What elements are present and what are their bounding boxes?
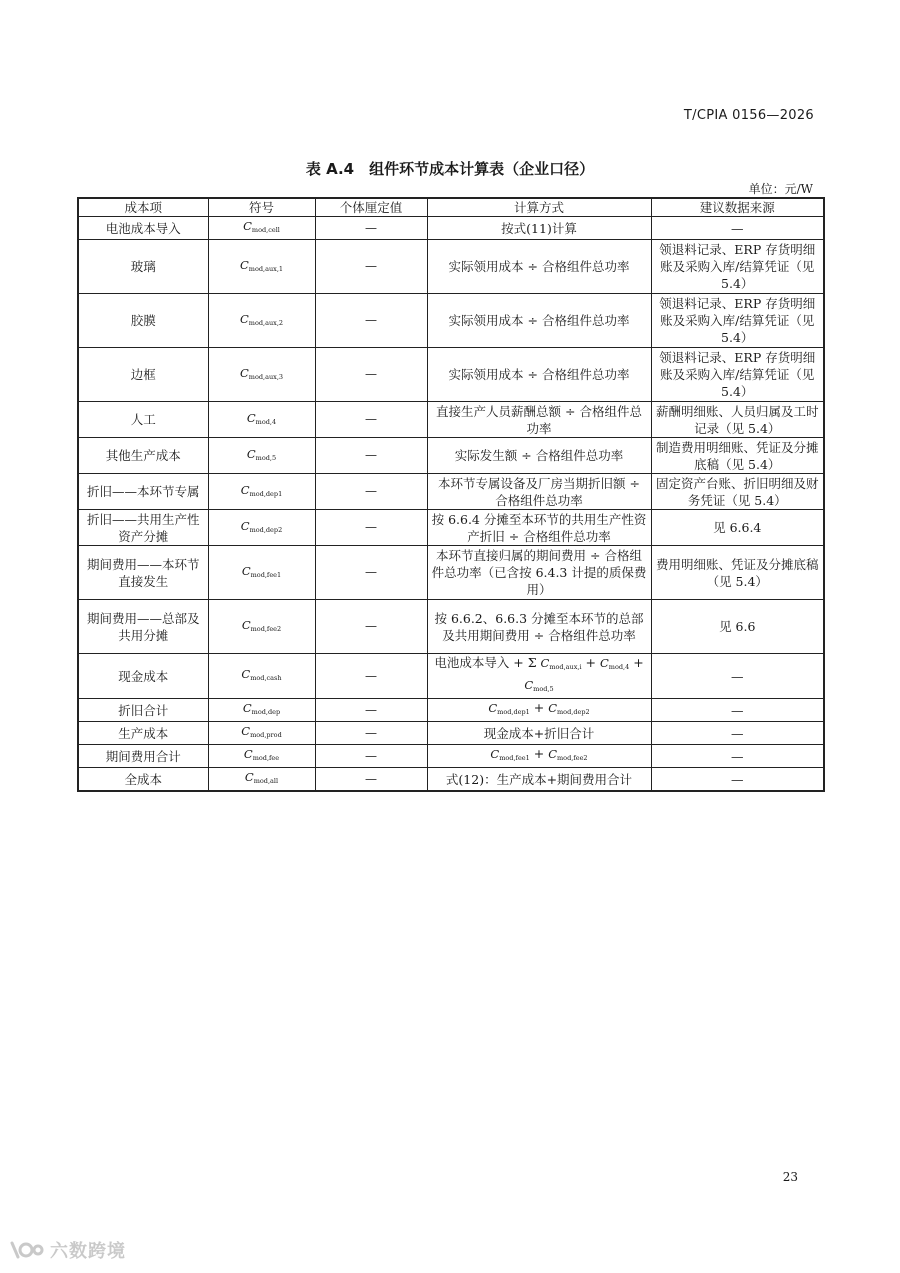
symbol-subscript: mod,cash <box>250 674 282 682</box>
symbol-main: C <box>246 446 256 461</box>
cost-item: 胶膜 <box>78 294 208 348</box>
symbol-subscript: mod,4 <box>255 417 277 426</box>
symbol-subscript: mod,fee1 <box>250 570 282 579</box>
symbol-main: C <box>240 518 250 533</box>
symbol-subscript: mod,prod <box>250 731 282 739</box>
symbol-subscript: mod,aux,2 <box>248 318 284 327</box>
table-row <box>78 294 824 348</box>
table-row <box>78 402 824 438</box>
symbol-subscript: mod,aux,i <box>549 663 582 671</box>
individual-value: — <box>315 600 427 654</box>
cost-item: 折旧——本环节专属 <box>78 474 208 510</box>
data-source: 固定资产台账、折旧明细及财务凭证（见 5.4） <box>651 474 824 510</box>
symbol-main: C <box>239 257 249 272</box>
cost-symbol <box>245 770 278 784</box>
calc-method: 实际领用成本 ÷ 合格组件总功率 <box>427 240 651 294</box>
symbol-main: C <box>241 667 251 681</box>
individual-value: — <box>315 217 427 240</box>
table-row <box>78 600 824 654</box>
symbol-main: C <box>243 747 253 761</box>
symbol-main: C <box>524 678 534 692</box>
cost-item: 生产成本 <box>78 722 208 745</box>
symbol-cell <box>208 745 315 768</box>
symbol-cell <box>208 402 315 438</box>
data-source: — <box>651 722 824 745</box>
symbol-main: C <box>240 482 250 497</box>
table-row <box>78 240 824 294</box>
brand-logo-icon <box>8 1239 44 1261</box>
cost-symbol <box>240 258 283 272</box>
symbol-subscript: mod,fee1 <box>499 754 530 762</box>
cost-symbol <box>488 701 529 715</box>
cost-symbol <box>241 483 282 497</box>
column-header: 个体厘定值 <box>315 198 427 217</box>
symbol-main: C <box>239 365 249 380</box>
table-row <box>78 546 824 600</box>
symbol-cell <box>208 474 315 510</box>
cost-item: 人工 <box>78 402 208 438</box>
cost-item: 现金成本 <box>78 654 208 699</box>
standard-code: T/CPIA 0156—2026 <box>683 108 814 123</box>
calc-method: 实际发生额 ÷ 合格组件总功率 <box>427 438 651 474</box>
symbol-main: C <box>239 311 249 326</box>
cost-symbol <box>240 312 283 326</box>
calc-method: 直接生产人员薪酬总额 ÷ 合格组件总功率 <box>427 402 651 438</box>
cost-symbol <box>242 618 281 632</box>
data-source: — <box>651 768 824 792</box>
individual-value: — <box>315 438 427 474</box>
individual-value: — <box>315 546 427 600</box>
table-title: 表 A.4 组件环节成本计算表（企业口径） <box>305 160 595 178</box>
table-row <box>78 474 824 510</box>
symbol-subscript: mod,dep2 <box>557 708 590 716</box>
individual-value: — <box>315 348 427 402</box>
method-operator: + <box>629 655 644 670</box>
symbol-subscript: mod,dep <box>251 708 281 716</box>
data-source: 制造费用明细账、凭证及分摊底稿（见 5.4） <box>651 438 824 474</box>
symbol-main: C <box>241 724 251 738</box>
symbol-main: C <box>241 563 251 578</box>
calc-method: 按 6.6.4 分摊至本环节的共用生产性资产折旧 ÷ 合格组件总功率 <box>427 510 651 546</box>
column-header: 建议数据来源 <box>651 198 824 217</box>
symbol-cell <box>208 240 315 294</box>
data-source: 领退料记录、ERP 存货明细账及采购入库/结算凭证（见 5.4） <box>651 240 824 294</box>
cost-symbol <box>541 656 582 670</box>
column-header: 成本项 <box>78 198 208 217</box>
cost-symbol <box>490 747 529 761</box>
calc-method: 现金成本+折旧合计 <box>427 722 651 745</box>
symbol-cell <box>208 768 315 792</box>
data-source: — <box>651 217 824 240</box>
symbol-subscript: mod,aux,3 <box>248 372 284 381</box>
cost-item: 玻璃 <box>78 240 208 294</box>
method-operator: + <box>581 655 600 670</box>
symbol-main: C <box>242 701 252 715</box>
cost-symbol <box>244 747 279 761</box>
calc-method: 本环节直接归属的期间费用 ÷ 合格组件总功率（已含按 6.4.3 计提的质保费用） <box>427 546 651 600</box>
column-header: 符号 <box>208 198 315 217</box>
symbol-cell <box>208 600 315 654</box>
symbol-main: C <box>548 701 558 715</box>
symbol-subscript: mod,cell <box>251 226 280 234</box>
data-source: 领退料记录、ERP 存货明细账及采购入库/结算凭证（见 5.4） <box>651 348 824 402</box>
symbol-subscript: mod,fee2 <box>557 754 588 762</box>
individual-value: — <box>315 294 427 348</box>
cost-symbol <box>548 701 589 715</box>
table-row <box>78 654 824 699</box>
data-source: 薪酬明细账、人员归属及工时记录（见 5.4） <box>651 402 824 438</box>
individual-value: — <box>315 510 427 546</box>
symbol-main: C <box>540 656 550 670</box>
data-source: 见 6.6 <box>651 600 824 654</box>
cost-symbol <box>243 219 280 233</box>
symbol-main: C <box>244 770 254 784</box>
method-prefix: 电池成本导入 + Σ <box>434 655 541 670</box>
cost-symbol <box>242 564 281 578</box>
cost-table <box>77 197 825 792</box>
symbol-cell <box>208 546 315 600</box>
calc-method: 按式(11)计算 <box>427 217 651 240</box>
cost-item: 期间费用——本环节直接发生 <box>78 546 208 600</box>
table-row <box>78 217 824 240</box>
table-row <box>78 510 824 546</box>
cost-item: 折旧——共用生产性资产分摊 <box>78 510 208 546</box>
individual-value: — <box>315 402 427 438</box>
symbol-main: C <box>243 219 252 233</box>
symbol-subscript: mod,aux,1 <box>248 264 284 273</box>
symbol-subscript: mod,fee <box>252 754 280 762</box>
calc-method: 按 6.6.2、6.6.3 分摊至本环节的总部及共用期间费用 ÷ 合格组件总功率 <box>427 600 651 654</box>
column-header: 计算方式 <box>427 198 651 217</box>
cost-item: 其他生产成本 <box>78 438 208 474</box>
watermark <box>8 1237 126 1263</box>
cost-symbol <box>241 724 281 738</box>
calc-method <box>427 654 651 699</box>
cost-item: 折旧合计 <box>78 699 208 722</box>
symbol-subscript: mod,4 <box>608 663 630 671</box>
table-row <box>78 745 824 768</box>
individual-value: — <box>315 722 427 745</box>
symbol-subscript: mod,dep1 <box>249 489 283 498</box>
table-row <box>78 699 824 722</box>
symbol-main: C <box>599 656 609 670</box>
cost-symbol <box>241 519 282 533</box>
calc-method: 式(12)：生产成本+期间费用合计 <box>427 768 651 792</box>
individual-value: — <box>315 654 427 699</box>
table-row <box>78 768 824 792</box>
data-source: 领退料记录、ERP 存货明细账及采购入库/结算凭证（见 5.4） <box>651 294 824 348</box>
symbol-subscript: mod,fee2 <box>250 624 282 633</box>
symbol-subscript: mod,all <box>253 777 279 785</box>
page-number: 23 <box>782 1170 798 1184</box>
cost-item: 期间费用——总部及共用分摊 <box>78 600 208 654</box>
calc-method <box>427 745 651 768</box>
cost-symbol <box>600 656 629 670</box>
symbol-main: C <box>241 617 251 632</box>
method-operator: + <box>529 746 549 761</box>
table-row <box>78 348 824 402</box>
cost-symbol <box>243 701 280 715</box>
unit-label: 单位：元/W <box>748 182 813 196</box>
table-row <box>78 438 824 474</box>
symbol-subscript: mod,dep2 <box>249 525 283 534</box>
table-row <box>78 722 824 745</box>
cost-symbol <box>240 366 283 380</box>
cost-symbol <box>241 667 281 681</box>
symbol-cell <box>208 438 315 474</box>
calc-method <box>427 699 651 722</box>
symbol-subscript: mod,5 <box>533 685 554 693</box>
calc-method: 本环节专属设备及厂房当期折旧额 ÷ 合格组件总功率 <box>427 474 651 510</box>
data-source: 费用明细账、凭证及分摊底稿（见 5.4） <box>651 546 824 600</box>
symbol-main: C <box>488 701 498 715</box>
method-operator: + <box>529 700 549 715</box>
individual-value: — <box>315 745 427 768</box>
watermark-text: 六数跨境 <box>50 1241 126 1262</box>
table-header-row <box>78 198 824 217</box>
data-source: — <box>651 745 824 768</box>
symbol-cell <box>208 722 315 745</box>
cost-symbol <box>548 747 587 761</box>
data-source: — <box>651 654 824 699</box>
symbol-subscript: mod,dep1 <box>497 708 530 716</box>
individual-value: — <box>315 768 427 792</box>
symbol-main: C <box>246 410 256 425</box>
symbol-subscript: mod,5 <box>255 453 277 462</box>
data-source: — <box>651 699 824 722</box>
cost-item: 电池成本导入 <box>78 217 208 240</box>
symbol-cell <box>208 294 315 348</box>
symbol-cell <box>208 348 315 402</box>
symbol-main: C <box>548 747 558 761</box>
symbol-main: C <box>490 747 500 761</box>
cost-symbol <box>524 678 553 692</box>
data-source: 见 6.6.4 <box>651 510 824 546</box>
calc-method: 实际领用成本 ÷ 合格组件总功率 <box>427 294 651 348</box>
individual-value: — <box>315 474 427 510</box>
cost-item: 边框 <box>78 348 208 402</box>
symbol-cell <box>208 217 315 240</box>
cost-item: 全成本 <box>78 768 208 792</box>
individual-value: — <box>315 699 427 722</box>
individual-value: — <box>315 240 427 294</box>
calc-method: 实际领用成本 ÷ 合格组件总功率 <box>427 348 651 402</box>
cost-item: 期间费用合计 <box>78 745 208 768</box>
symbol-cell <box>208 699 315 722</box>
symbol-cell <box>208 654 315 699</box>
cost-symbol <box>247 447 276 461</box>
symbol-cell <box>208 510 315 546</box>
cost-symbol <box>247 411 276 425</box>
